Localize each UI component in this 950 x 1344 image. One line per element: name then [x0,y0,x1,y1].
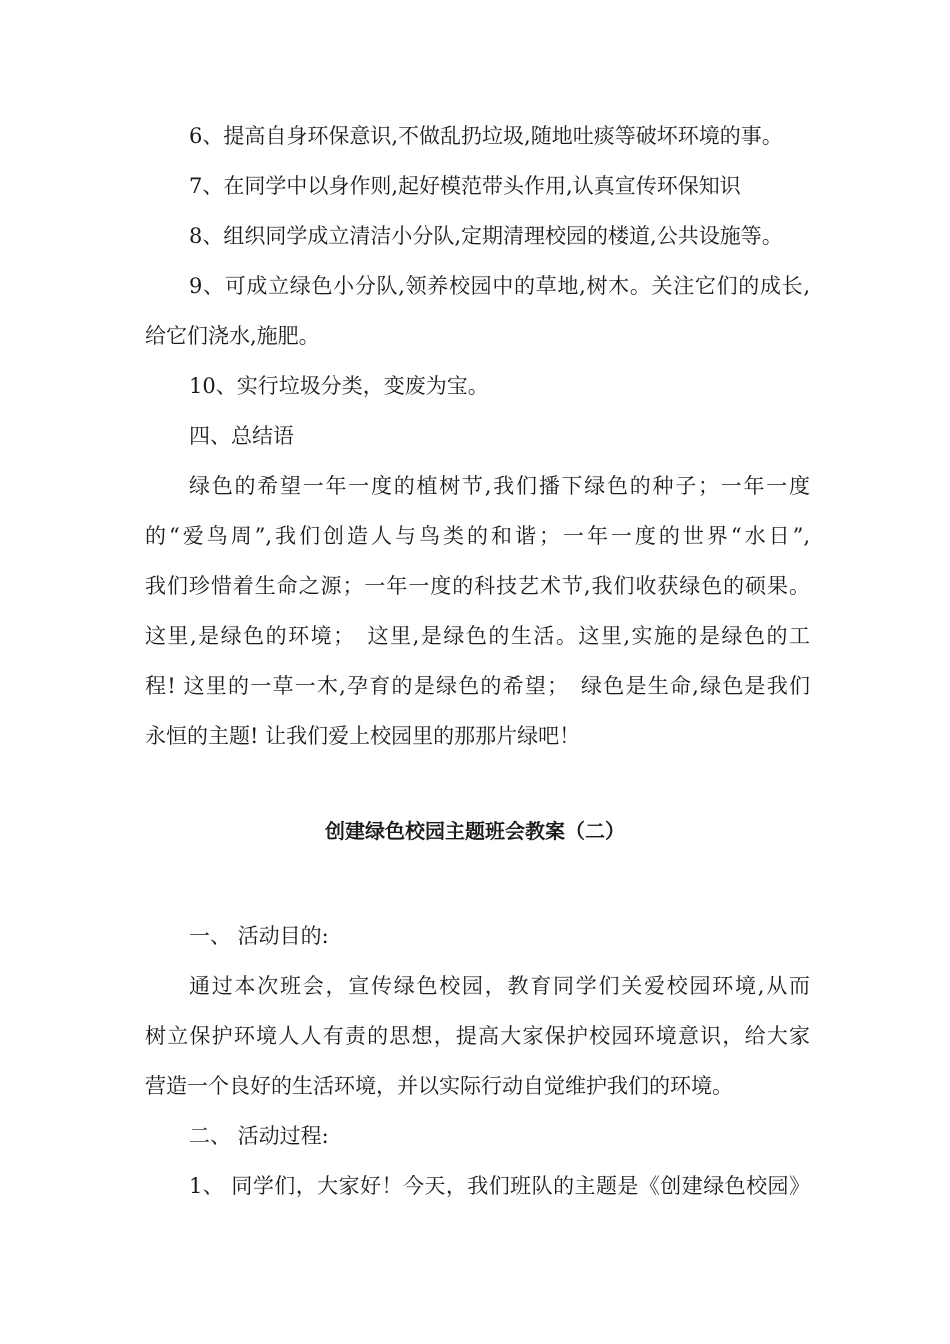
conclusion-paragraph-line: 这里,是绿色的环境； 这里,是绿色的生活。这里,实施的是绿色的工 [145,624,810,648]
conclusion-paragraph-line: 程! 这里的一草一木,孕育的是绿色的希望； 绿色是生命,绿色是我们 [145,674,810,698]
process-heading: 二、 活动过程: [189,1124,329,1148]
list-item-8: 8、组织同学成立清洁小分队,定期清理校园的楼道,公共设施等。 [189,224,783,248]
list-item-9-line-2: 给它们浇水,施肥。 [145,324,320,348]
list-item-10: 10、实行垃圾分类，变废为宝。 [189,374,489,398]
conclusion-paragraph-line: 绿色的希望一年一度的植树节,我们播下绿色的种子；一年一度 [189,474,810,498]
conclusion-paragraph-line: 我们珍惜着生命之源；一年一度的科技艺术节,我们收获绿色的硕果。 [145,574,810,598]
conclusion-paragraph-line: 永恒的主题! 让我们爱上校园里的那那片绿吧！ [145,724,581,748]
process-item-1: 1、 同学们，大家好！今天，我们班队的主题是《创建绿色校园》 [189,1174,810,1198]
conclusion-paragraph-line: 的“爱鸟周”,我们创造人与鸟类的和谐；一年一度的世界“水日”, [145,524,810,548]
list-item-7: 7、在同学中以身作则,起好模范带头作用,认真宣传环保知识 [189,174,741,198]
section-title: 创建绿色校园主题班会教案（二） [325,819,625,843]
purpose-paragraph-line: 树立保护环境人人有责的思想，提高大家保护校园环境意识，给大家 [145,1024,810,1048]
purpose-paragraph-line: 通过本次班会，宣传绿色校园，教育同学们关爱校园环境,从而 [189,974,810,998]
purpose-paragraph-line: 营造一个良好的生活环境，并以实际行动自觉维护我们的环境。 [145,1074,733,1098]
list-item-6: 6、提高自身环保意识,不做乱扔垃圾,随地吐痰等破坏环境的事。 [189,124,783,148]
conclusion-heading: 四、总结语 [189,424,294,448]
list-item-9-line-1: 9、可成立绿色小分队,领养校园中的草地,树木。关注它们的成长, [189,274,810,298]
purpose-heading: 一、 活动目的: [189,924,329,948]
